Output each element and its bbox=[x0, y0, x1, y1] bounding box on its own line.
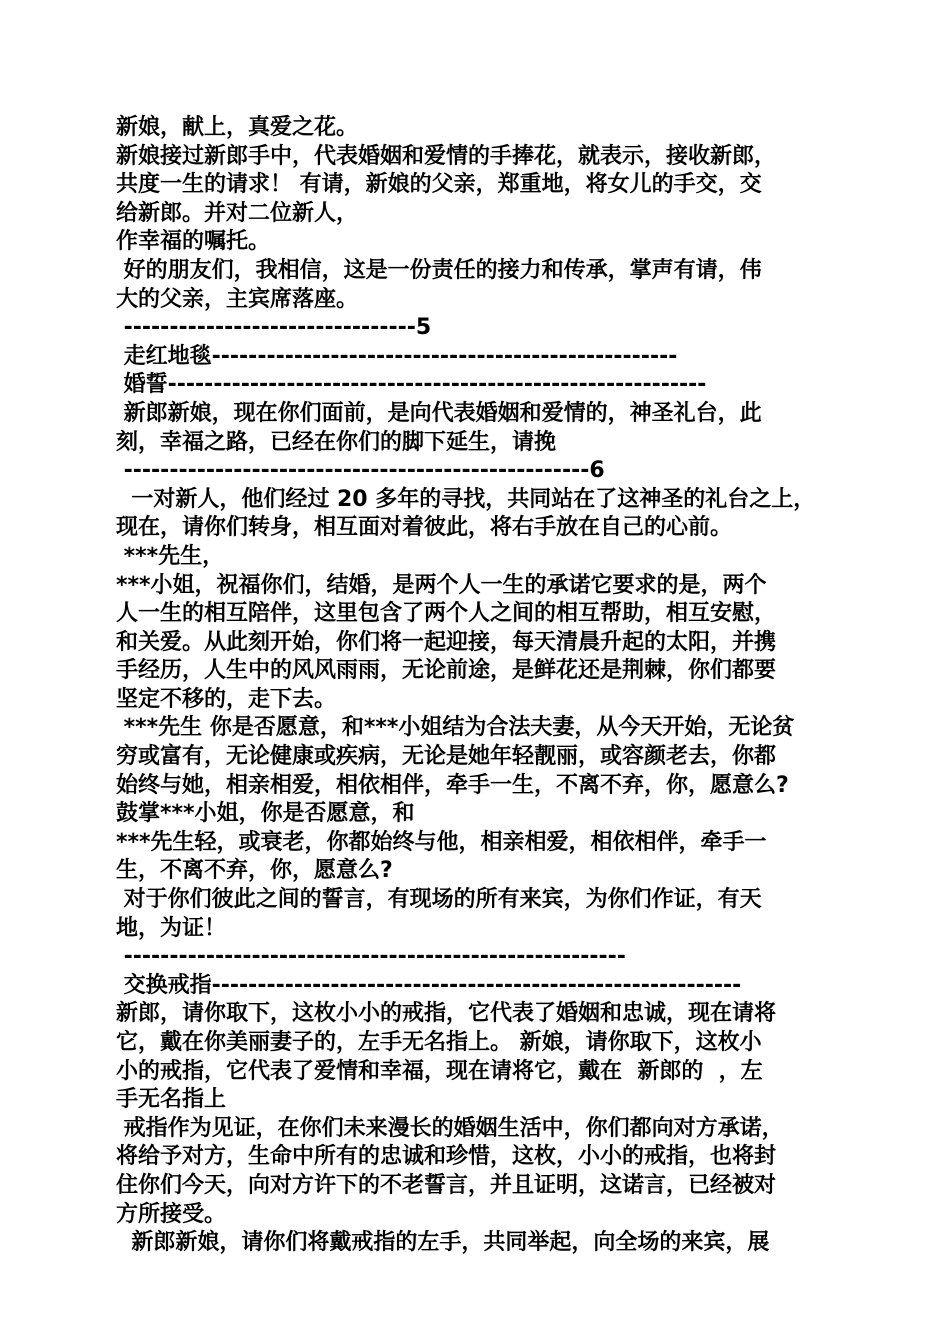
section-heading: 婚誓----------------------------------------------------------- bbox=[116, 372, 707, 398]
text-line: 手无名指上 bbox=[116, 1087, 227, 1113]
text-line: 作幸福的嘱托。 bbox=[116, 229, 271, 255]
text-line: 戒指作为见证，在你们未来漫长的婚姻生活中，你们都向对方承诺， bbox=[116, 1115, 784, 1141]
text-line: 大的父亲，主宾席落座。 bbox=[116, 286, 359, 312]
text-line: 新娘接过新郎手中，代表婚姻和爱情的手捧花，就表示，接收新郎， bbox=[116, 143, 777, 169]
text-line: 新郎新娘，请你们将戴戒指的左手，共同举起，向全场的来宾，展 bbox=[116, 1230, 770, 1256]
text-line: 地，为证！ bbox=[116, 915, 227, 941]
section-divider: ------------------------------------------------------- bbox=[116, 944, 626, 970]
text-line: 对于你们彼此之间的誓言，有现场的所有来宾，为你们作证，有天 bbox=[116, 887, 762, 913]
section-divider: ---------------------------------------------------6 bbox=[116, 458, 605, 484]
text-line: 一对新人，他们经过 20 多年的寻找，共同站在了这神圣的礼台之上， bbox=[116, 486, 816, 512]
text-line: 将给予对方，生命中所有的忠诚和珍惜，这枚，小小的戒指，也将封 bbox=[116, 1144, 777, 1170]
text-line: 人一生的相互陪伴，这里包含了两个人之间的相互帮助，相互安慰， bbox=[116, 601, 777, 627]
text-line: 手经历，人生中的风风雨雨，无论前途，是鲜花还是荆棘，你们都要 bbox=[116, 658, 777, 684]
text-line: 新郎，请你取下，这枚小小的戒指，它代表了婚姻和忠诚，现在请将 bbox=[116, 1001, 777, 1027]
text-line: ***小姐，祝福你们，结婚，是两个人一生的承诺它要求的是，两个 bbox=[116, 572, 767, 598]
text-line: ***先生 你是否愿意，和***小姐结为合法夫妻，从今天开始，无论贫 bbox=[116, 715, 795, 741]
text-line: 穷或富有，无论健康或疾病，无论是她年轻靓丽，或容颜老去，你都 bbox=[116, 744, 777, 770]
text-line: ***先生轻，或衰老，你都始终与他，相亲相爱，相依相伴，牵手一 bbox=[116, 829, 767, 855]
text-line: 住你们今天，向对方许下的不老誓言，并且证明，这诺言，已经被对 bbox=[116, 1172, 777, 1198]
text-line: 现在，请你们转身，相互面对着彼此，将右手放在自己的心前。 bbox=[116, 515, 733, 541]
text-line: 鼓掌***小姐，你是否愿意，和 bbox=[116, 801, 415, 827]
text-line: 刻，幸福之路，已经在你们的脚下延生，请挽 bbox=[116, 429, 557, 455]
text-line: 新娘，献上，真爱之花。 bbox=[116, 115, 359, 140]
text-line: 坚定不移的，走下去。 bbox=[116, 686, 337, 712]
text-line: 生，不离不弃，你，愿意么? bbox=[116, 858, 393, 884]
text-line: 它，戴在你美丽妻子的，左手无名指上。 新娘，请你取下，这枚小 bbox=[116, 1030, 762, 1055]
section-divider: --------------------------------5 bbox=[116, 315, 432, 341]
document-body bbox=[116, 114, 856, 1258]
text-line: 给新郎。并对二位新人， bbox=[116, 200, 359, 226]
text-line: 始终与她，相亲相爱，相依相伴，牵手一生，不离不弃，你，愿意么? bbox=[116, 772, 789, 798]
text-line: 共度一生的请求！ 有请，新娘的父亲，郑重地，将女儿的手交，交 bbox=[116, 172, 762, 198]
text-line: 新郎新娘，现在你们面前，是向代表婚姻和爱情的，神圣礼台，此 bbox=[116, 400, 762, 426]
text-line: 和关爱。从此刻开始，你们将一起迎接，每天清晨升起的太阳，并携 bbox=[116, 629, 777, 655]
section-heading: 走红地毯--------------------------------------------------- bbox=[116, 343, 678, 369]
text-line: 小的戒指，它代表了爱情和幸福，现在请将它，戴在 新郎的 ，左 bbox=[116, 1058, 763, 1084]
text-line: 方所接受。 bbox=[116, 1201, 227, 1227]
section-heading: 交换戒指---------------------------------------------------------- bbox=[116, 972, 742, 998]
text-line: 好的朋友们，我相信，这是一份责任的接力和传承，掌声有请，伟 bbox=[116, 257, 762, 283]
text-line: ***先生， bbox=[116, 543, 225, 569]
